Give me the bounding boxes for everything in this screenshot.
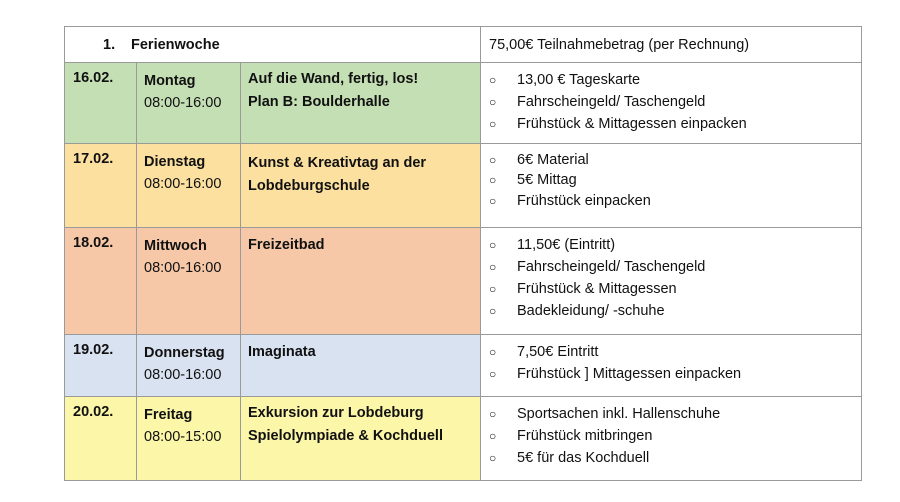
list-item: ○ 5€ für das Kochduell (489, 447, 861, 469)
date-cell: 17.02. (65, 144, 137, 228)
notes-cell (481, 335, 862, 397)
list-item: ○ Frühstück mitbringen (489, 425, 861, 447)
bullet-icon: ○ (489, 194, 497, 208)
day-name: Mittwoch (144, 238, 207, 254)
day-time: 08:00-16:00 (144, 367, 222, 383)
day-time: 08:00-16:00 (144, 176, 222, 192)
table-row (65, 63, 862, 144)
day-time: 08:00-16:00 (144, 260, 222, 276)
list-item: ○ Fahrscheingeld/ Taschengeld (489, 91, 861, 113)
date-cell: 20.02. (65, 397, 137, 481)
fee-cell: 75,00€ Teilnahmebetrag (per Rechnung) (481, 27, 862, 63)
bullet-icon: ○ (489, 260, 497, 274)
notes-cell (481, 63, 862, 144)
activity-line: Exkursion zur Lobdeburg (248, 405, 424, 421)
list-item: ○ 6€ Material (489, 150, 861, 171)
day-cell (137, 63, 241, 144)
list-item: ○ 13,00 € Tageskarte (489, 69, 861, 91)
table-row (65, 335, 862, 397)
activity-line: Auf die Wand, fertig, los! (248, 71, 419, 87)
bullet-icon: ○ (489, 282, 497, 296)
activity-cell (241, 335, 481, 397)
activity-line: Imaginata (248, 344, 316, 360)
day-cell (137, 397, 241, 481)
bullet-icon: ○ (489, 407, 497, 421)
table-row (65, 397, 862, 481)
bullet-icon: ○ (489, 367, 497, 381)
activity-line: Spielolympiade & Kochduell (248, 428, 443, 444)
bullet-icon: ○ (489, 117, 497, 131)
list-item: ○ Sportsachen inkl. Hallenschuhe (489, 403, 861, 425)
day-cell (137, 335, 241, 397)
bullet-icon: ○ (489, 451, 497, 465)
day-name: Donnerstag (144, 345, 225, 361)
list-item: ○ Frühstück einpacken (489, 189, 861, 213)
day-cell (137, 144, 241, 228)
day-cell (137, 228, 241, 335)
schedule-table (64, 26, 862, 481)
header-row (65, 27, 862, 63)
bullet-icon: ○ (489, 345, 497, 359)
list-item: ○ Fahrscheingeld/ Taschengeld (489, 256, 861, 278)
activity-cell (241, 63, 481, 144)
bullet-icon: ○ (489, 238, 497, 252)
activity-line: Plan B: Boulderhalle (248, 94, 390, 110)
date-cell: 16.02. (65, 63, 137, 144)
activity-cell (241, 144, 481, 228)
list-item: ○ Badekleidung/ -schuhe (489, 300, 861, 322)
bullet-icon: ○ (489, 429, 497, 443)
bullet-icon: ○ (489, 95, 497, 109)
day-time: 08:00-16:00 (144, 95, 222, 111)
activity-cell (241, 397, 481, 481)
list-item: ○ Frühstück & Mittagessen einpacken (489, 113, 861, 135)
list-item: ○ Frühstück ] Mittagessen einpacken (489, 363, 861, 385)
notes-cell (481, 144, 862, 228)
date-cell: 18.02. (65, 228, 137, 335)
day-name: Freitag (144, 407, 193, 423)
bullet-icon: ○ (489, 173, 497, 187)
list-item: ○ Frühstück & Mittagessen (489, 278, 861, 300)
day-name: Dienstag (144, 154, 206, 170)
activity-cell (241, 228, 481, 335)
notes-cell (481, 397, 862, 481)
bullet-icon: ○ (489, 153, 497, 167)
list-item: ○ 11,50€ (Eintritt) (489, 234, 861, 256)
activity-line: Kunst & Kreativtag an der (248, 155, 427, 171)
table-row (65, 144, 862, 228)
activity-line: Freizeitbad (248, 237, 325, 253)
list-item: ○ 5€ Mittag (489, 172, 577, 188)
table-row (65, 228, 862, 335)
day-time: 08:00-15:00 (144, 429, 222, 445)
date-cell: 19.02. (65, 335, 137, 397)
bullet-icon: ○ (489, 73, 497, 87)
week-title: 1. Ferienwoche (65, 27, 481, 63)
day-name: Montag (144, 73, 196, 89)
notes-cell (481, 228, 862, 335)
list-item: ○ 7,50€ Eintritt (489, 341, 861, 363)
activity-line: Lobdeburgschule (248, 178, 370, 194)
bullet-icon: ○ (489, 304, 497, 318)
